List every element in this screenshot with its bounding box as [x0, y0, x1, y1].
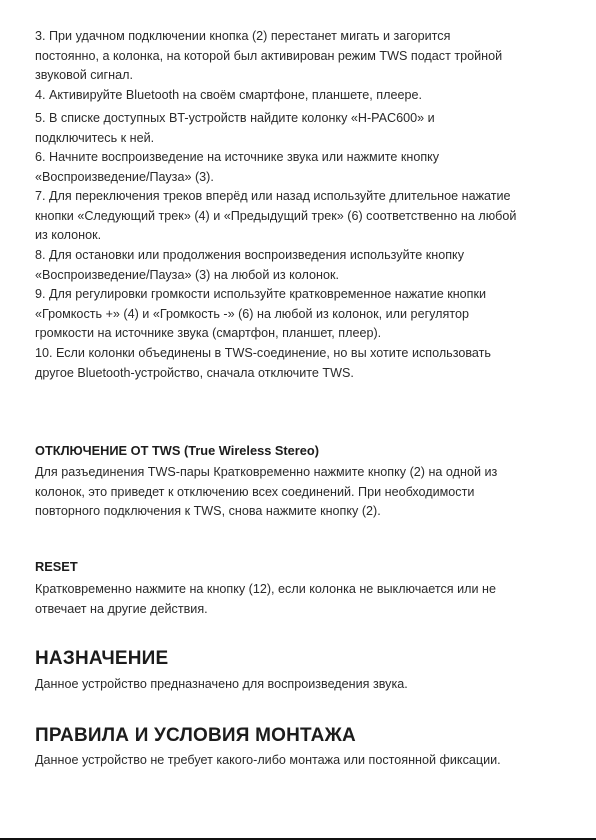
text-line: 7. Для переключения треков вперёд или назад используйте длительное нажатие [35, 189, 511, 203]
purpose-heading: НАЗНАЧЕНИЕ [35, 648, 169, 669]
step-4 [35, 86, 565, 106]
step-3 [35, 27, 565, 86]
step-9 [35, 285, 565, 344]
mounting-heading: ПРАВИЛА И УСЛОВИЯ МОНТАЖА [35, 725, 356, 746]
text-line: звуковой сигнал. [35, 68, 133, 82]
text-line: колонок, это приведет к отключению всех соединений. При необходимости [35, 484, 475, 499]
text-line: отвечает на другие действия. [35, 601, 208, 616]
tws-off-heading: ОТКЛЮЧЕНИЕ ОТ TWS (True Wireless Stereo) [35, 443, 319, 458]
text-line: 9. Для регулировки громкости используйте кратковременное нажатие кнопки [35, 287, 487, 301]
text-line: «Громкость +» (4) и «Громкость -» (6) на любой из колонок, или регулятор [35, 306, 469, 321]
step-10 [35, 344, 565, 383]
text-line: «Воспроизведение/Пауза» (3) на любой из колонок. [35, 267, 339, 282]
text-line: Кратковременно нажмите на кнопку (12), если колонка не выключается или не [35, 582, 496, 596]
text-line: постоянно, а колонка, на которой был активирован режим TWS подаст тройной [35, 48, 503, 63]
text-line: из колонок. [35, 228, 102, 242]
step-8 [35, 246, 565, 285]
text-line: 8. Для остановки или продолжения воспроизведения используйте кнопку [35, 248, 464, 262]
text-line: 5. В списке доступных BT-устройств найдите колонку «H-PAC600» и [35, 111, 435, 125]
text-line: кнопки «Следующий трек» (4) и «Предыдущий трек» (6) соответственно на любой [35, 208, 517, 223]
text-line: повторного подключения к TWS, снова нажмите кнопку (2). [35, 504, 381, 518]
mounting-text [35, 751, 565, 771]
reset-text [35, 580, 565, 619]
text-line: Данное устройство предназначено для воспроизведения звука. [35, 677, 408, 691]
purpose-text [35, 675, 565, 695]
step-6 [35, 148, 565, 187]
text-line: «Воспроизведение/Пауза» (3). [35, 169, 214, 184]
text-line: другое Bluetooth-устройство, сначала отключите TWS. [35, 365, 354, 380]
text-line: 3. При удачном подключении кнопка (2) перестанет мигать и загорится [35, 29, 451, 43]
text-line: Для разъединения TWS-пары Кратковременно нажмите кнопку (2) на одной из [35, 465, 498, 479]
tws-off-text [35, 463, 565, 522]
text-line: 4. Активируйте Bluetooth на своём смартфоне, планшете, плеере. [35, 88, 422, 102]
step-7 [35, 187, 565, 246]
text-line: 6. Начните воспроизведение на источнике звука или нажмите кнопку [35, 150, 440, 164]
text-line: громкости на источнике звука (смартфон, планшет, плеер). [35, 326, 382, 340]
text-line: Данное устройство не требует какого-либо монтажа или постоянной фиксации. [35, 753, 501, 767]
text-line: подключитесь к ней. [35, 130, 155, 145]
step-5 [35, 109, 565, 148]
reset-heading: RESET [35, 559, 78, 574]
text-line: 10. Если колонки объединены в TWS-соединение, но вы хотите использовать [35, 346, 491, 360]
